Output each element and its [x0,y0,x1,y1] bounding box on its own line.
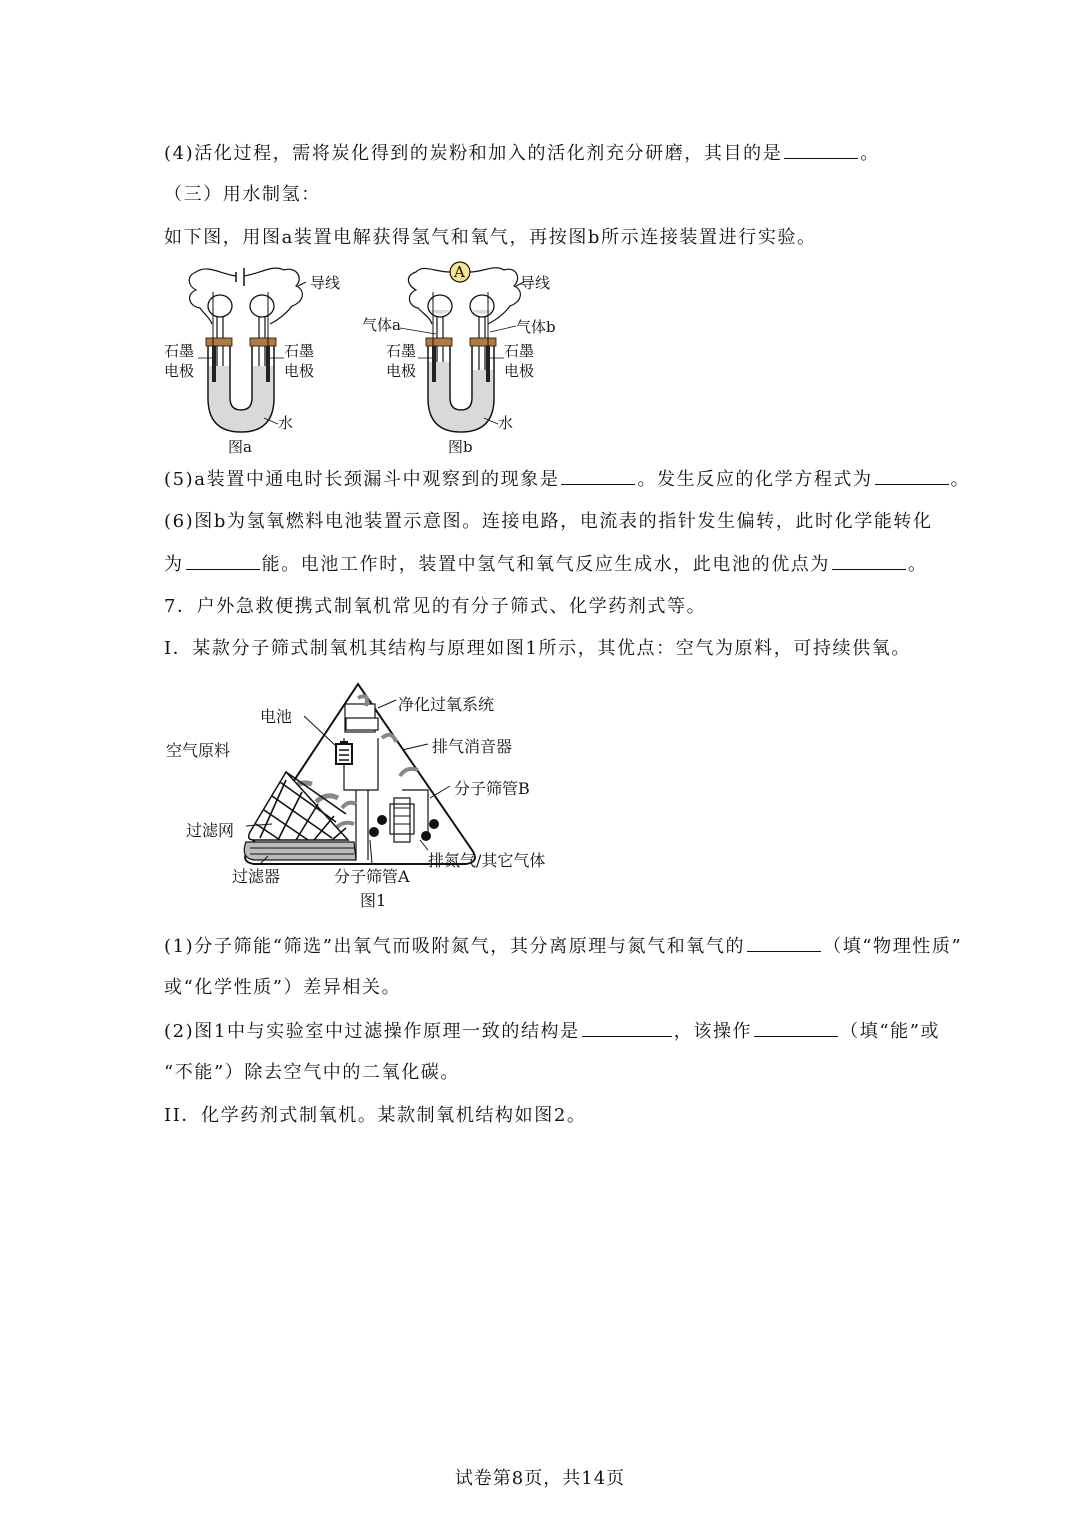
battery-label: 电池 [260,707,293,726]
electrode-left-label-1: 石墨 [386,342,417,360]
part-ii: II．化学药剂式制氧机。某款制氧机结构如图2。 [164,1105,587,1126]
water-label: 水 [278,414,294,432]
question-4: (4)活化过程，需将炭化得到的炭粉和加入的活化剂充分研磨，其目的是 。 [164,140,880,167]
question-7-1-line-2: 或“化学性质”）差异相关。 [164,977,402,998]
answer-blank[interactable] [747,933,821,952]
question-6-line-1: (6)图b为氢氧燃料电池装置示意图。连接电路，电流表的指针发生偏转，此时化学能转化 [164,511,933,532]
air-source-label: 空气原料 [166,741,231,760]
figure-b-fuel-cell [360,258,570,458]
answer-blank[interactable] [832,551,906,570]
figure-b-caption: 图b [448,438,473,456]
question-7-1-line-1: (1)分子筛能“筛选”出氧气而吸附氮气，其分离原理与氮气和氧气的 （填“物理性质” [164,933,962,960]
gas-b-label: 气体b [516,318,556,336]
wire-label: 导线 [310,274,341,292]
question-4-text: (4)活化过程，需将炭化得到的炭粉和加入的活化剂充分研磨，其目的是 [164,143,783,164]
part-i: I．某款分子筛式制氧机其结构与原理如图1所示，其优点：空气为原料，可持续供氧。 [164,638,911,659]
electrode-left-label-2: 电极 [164,362,195,380]
question-5: (5)a装置中通电时长颈漏斗中观察到的现象是 。发生反应的化学方程式为 。 [164,466,970,493]
sieve-b-label: 分子筛管B [454,779,530,798]
filter-net-label: 过滤网 [186,821,235,840]
section-title: （三）用水制氢： [164,184,321,205]
answer-blank[interactable] [582,1018,672,1037]
gas-a-label: 气体a [362,316,401,334]
question-6-line-2: 为 能。电池工作时，装置中氢气和氧气反应生成水，此电池的优点为 。 [164,551,928,578]
filter-label: 过滤器 [232,867,281,886]
page-footer: 试卷第8页，共14页 [454,1468,626,1489]
answer-blank[interactable] [784,140,858,159]
figure-1-oxygen-concentrator [160,680,580,910]
electrode-right-label-2: 电极 [284,362,315,380]
sieve-a-label: 分子筛管A [334,867,410,886]
question-7-2-line-1: (2)图1中与实验室中过滤操作原理一致的结构是 ，该操作 （填“能”或 [164,1018,940,1045]
wire-label: 导线 [520,274,551,292]
electrode-right-label-2: 电极 [504,362,535,380]
figure-a-caption: 图a [228,438,252,456]
electrode-right-label-1: 石墨 [284,342,315,360]
figure-a-electrolysis [160,258,360,458]
electrode-left-label-1: 石墨 [164,342,195,360]
electrode-right-label-1: 石墨 [504,342,535,360]
question-7-2-line-2: “不能”）除去空气中的二氧化碳。 [164,1062,461,1083]
answer-blank[interactable] [186,551,260,570]
exhaust-gas-label: 排氮气/其它气体 [428,851,546,870]
answer-blank[interactable] [875,466,949,485]
purify-system-label: 净化过氧系统 [398,695,495,714]
ammeter-icon: A [454,263,465,281]
answer-blank[interactable] [754,1018,838,1037]
exhaust-muffler-label: 排气消音器 [432,737,513,756]
answer-blank[interactable] [561,466,635,485]
electrode-left-label-2: 电极 [386,362,417,380]
intro-text: 如下图，用图a装置电解获得氢气和氧气，再按图b所示连接装置进行实验。 [164,227,817,248]
water-label: 水 [498,414,514,432]
question-7: 7．户外急救便携式制氧机常见的有分子筛式、化学药剂式等。 [164,596,707,617]
figure-1-caption: 图1 [360,891,387,910]
